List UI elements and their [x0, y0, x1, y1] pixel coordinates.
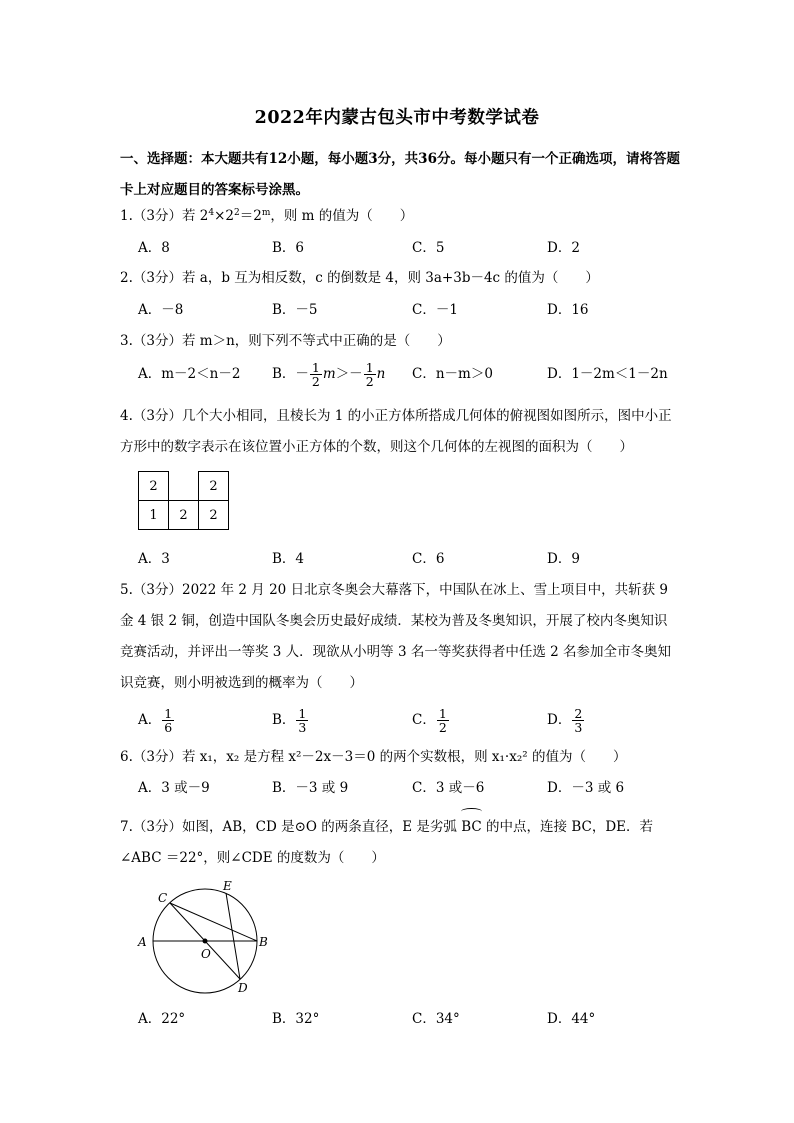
option-d[interactable]: D．9	[547, 551, 580, 567]
section-header: 一、选择题：本大题共有12小题，每小题3分，共36分。每小题只有一个正确选项，请将答题卡上对应题目的答案标号涂黑。	[120, 151, 680, 198]
question-7: 7.（3分）如图，AB，CD 是⊙O 的两条直径，E 是劣弧 BC 的中点，连接 BC，DE．若∠ABC ＝22°，则∠CDE 的度数为（ ）	[120, 812, 680, 874]
option-c[interactable]: C．34°	[412, 1011, 460, 1027]
grid-cell: 1	[139, 501, 169, 530]
option-b[interactable]: B．－3 或 9	[272, 780, 349, 796]
question-5-options	[138, 706, 678, 734]
question-1-options	[138, 234, 678, 262]
center-point	[203, 939, 208, 944]
option-c[interactable]: C．n－m＞0	[412, 366, 493, 382]
label-a: A	[138, 935, 147, 949]
question-6: 6.（3分）若 x₁，x₂ 是方程 x²－2x－3＝0 的两个实数根，则 x₁·x₂² 的值为（ ）	[120, 749, 627, 765]
fraction: $\frac{2}{3}$	[574, 706, 583, 735]
option-a[interactable]: A．m－2＜n－2	[138, 366, 241, 382]
option-d[interactable]: D．16	[547, 302, 589, 318]
option-c[interactable]: C．－1	[412, 302, 458, 318]
option-b[interactable]: B．4	[272, 551, 305, 567]
option-b[interactable]: B．－5	[272, 302, 318, 318]
question-3: 3.（3分）若 m＞n，则下列不等式中正确的是（ ）	[120, 333, 451, 349]
option-c[interactable]: C．3 或－6	[412, 780, 485, 796]
label-d: D	[238, 981, 248, 995]
label-c: C	[158, 891, 168, 905]
option-d[interactable]: D． $\frac{2}{3}$	[547, 706, 583, 735]
option-d[interactable]: D．2	[547, 240, 580, 256]
label-o: O	[201, 947, 211, 961]
option-a[interactable]: A．3	[138, 551, 170, 567]
option-a[interactable]: A．－8	[138, 302, 184, 318]
option-b[interactable]: B．－ $\frac{1}{2}$ m＞－ $\frac{1}{2}$ n	[272, 360, 386, 389]
fraction: $\frac{1}{2}$	[311, 360, 320, 389]
top-view-grid	[138, 471, 229, 530]
option-b[interactable]: B．32°	[272, 1011, 320, 1027]
page-title: 2022年内蒙古包头市中考数学试卷	[254, 108, 540, 128]
chord-bc	[170, 903, 257, 941]
label-b: B	[259, 935, 268, 949]
option-c[interactable]: C．6	[412, 551, 445, 567]
option-a[interactable]: A．3 或－9	[138, 780, 210, 796]
option-c[interactable]: C．5	[412, 240, 445, 256]
fraction: $\frac{1}{3}$	[298, 706, 307, 735]
question-1: 1.（3分）若 $2^4\times 2^2=2^m$，则 m 的值为（ ）	[120, 208, 414, 224]
option-d[interactable]: D．1－2m＜1－2n	[547, 366, 668, 382]
fraction: $\frac{1}{2}$	[438, 706, 447, 735]
option-b[interactable]: B． $\frac{1}{3}$	[272, 706, 307, 735]
question-5: 5.（3分）2022 年 2 月 20 日北京冬奥会大幕落下，中国队在冰上、雪上项目中，共斩获 9 金 4 银 2 铜，创造中国队冬奥会历史最好成绩．某校为普及冬奥知识，开展了校内冬奥知识竞赛活动，并评出一等奖 3 人．现欲从小明等 3 名一等奖获得者中任选 2 名参加全市冬奥知识竞赛，则小明被选到的概率为（ ）	[120, 582, 672, 691]
question-2-options	[138, 296, 678, 324]
question-7-options	[138, 1005, 678, 1033]
option-c[interactable]: C． $\frac{1}{2}$	[412, 706, 447, 735]
fraction: $\frac{1}{6}$	[164, 706, 173, 735]
option-b[interactable]: B．6	[272, 240, 305, 256]
fraction: $\frac{1}{2}$	[365, 360, 374, 389]
grid-cell: 2	[139, 472, 169, 501]
grid-cell: 2	[199, 472, 229, 501]
question-4-options	[138, 545, 678, 573]
option-d[interactable]: D．44°	[547, 1011, 596, 1027]
label-e: E	[223, 879, 232, 893]
option-a[interactable]: A．22°	[138, 1011, 186, 1027]
option-a[interactable]: A． $\frac{1}{6}$	[138, 706, 173, 735]
question-4: 4.（3分）几个大小相同，且棱长为 1 的小正方体所搭成几何体的俯视图如图所示，图中小正方形中的数字表示在该位置小正方体的个数，则这个几何体的左视图的面积为（ ）	[120, 408, 672, 455]
option-a[interactable]: A．8	[138, 240, 170, 256]
grid-cell-empty	[169, 472, 199, 501]
question-6-options	[138, 774, 678, 802]
question-3-options	[138, 360, 678, 388]
arc-notation: BC	[461, 812, 482, 843]
question-2: 2.（3分）若 a，b 互为相反数，c 的倒数是 4，则 3a+3b－4c 的值为（ ）	[120, 270, 599, 286]
grid-cell: 2	[169, 501, 199, 530]
option-d[interactable]: D．－3 或 6	[547, 780, 625, 796]
circle-diagram	[134, 876, 284, 1002]
grid-cell: 2	[199, 501, 229, 530]
